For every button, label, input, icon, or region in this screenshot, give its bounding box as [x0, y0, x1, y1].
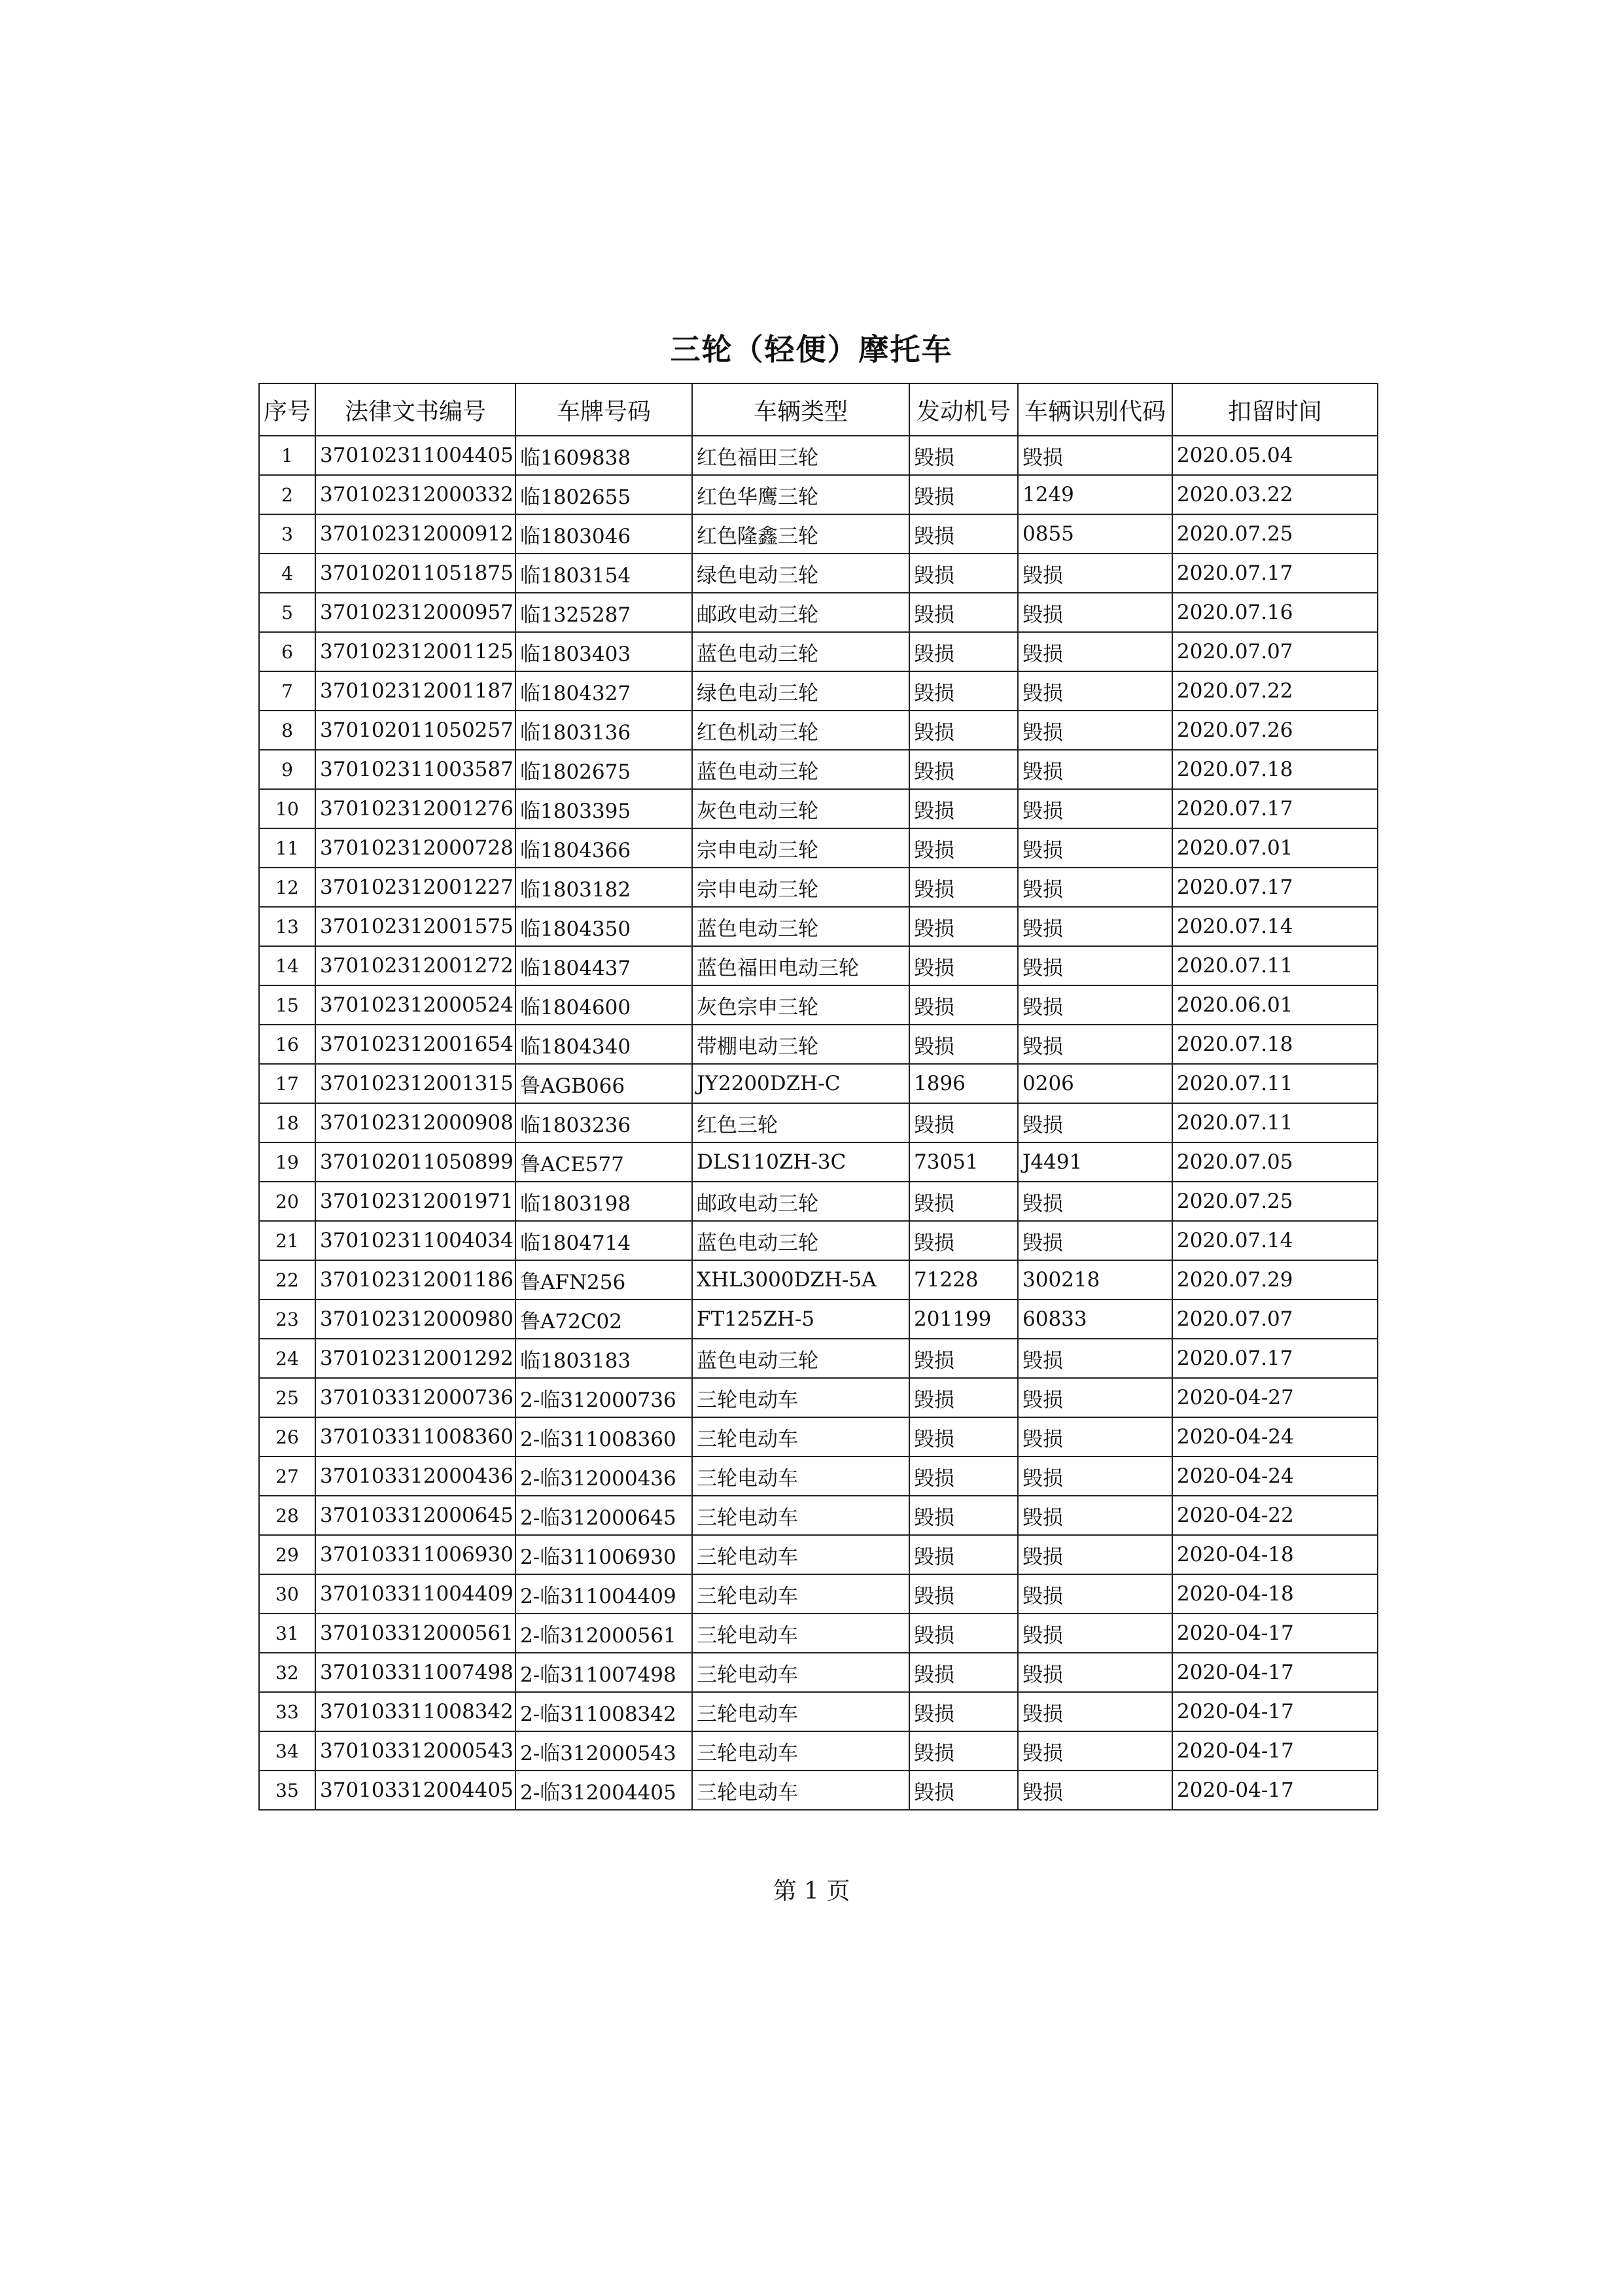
- cell-doc-number: 370102312001187: [315, 671, 515, 711]
- cell-engine-number: 毁损: [909, 593, 1018, 632]
- cell-row-index: 11: [259, 828, 315, 868]
- cell-engine-number: 毁损: [909, 671, 1018, 711]
- cell-detain-date: 2020.07.26: [1172, 711, 1378, 750]
- cell-plate-number: 临1804340: [515, 1025, 692, 1064]
- cell-vin: 毁损: [1018, 1653, 1172, 1692]
- cell-plate-number: 2-临312000645: [515, 1496, 692, 1535]
- cell-row-index: 13: [259, 907, 315, 946]
- cell-doc-number: 370102312000912: [315, 514, 515, 554]
- cell-vehicle-type: 三轮电动车: [692, 1692, 909, 1731]
- cell-engine-number: 毁损: [909, 1339, 1018, 1378]
- header-detain-date: 扣留时间: [1172, 383, 1378, 436]
- cell-detain-date: 2020-04-27: [1172, 1378, 1378, 1417]
- cell-row-index: 14: [259, 946, 315, 985]
- cell-doc-number: 370102312001292: [315, 1339, 515, 1378]
- cell-row-index: 18: [259, 1103, 315, 1142]
- cell-engine-number: 毁损: [909, 1378, 1018, 1417]
- cell-engine-number: 毁损: [909, 750, 1018, 789]
- cell-detain-date: 2020-04-18: [1172, 1574, 1378, 1614]
- cell-detain-date: 2020.07.07: [1172, 1299, 1378, 1339]
- cell-vin: 毁损: [1018, 1771, 1172, 1810]
- cell-vin: 毁损: [1018, 1614, 1172, 1653]
- cell-vin: 毁损: [1018, 828, 1172, 868]
- cell-vin: 毁损: [1018, 1182, 1172, 1221]
- cell-vehicle-type: 灰色宗申三轮: [692, 985, 909, 1025]
- cell-vin: 毁损: [1018, 1535, 1172, 1574]
- cell-row-index: 33: [259, 1692, 315, 1731]
- cell-doc-number: 370102312001276: [315, 789, 515, 828]
- cell-doc-number: 370102312000980: [315, 1299, 515, 1339]
- vehicle-table: [258, 383, 1378, 1810]
- table-row: [259, 1378, 1378, 1417]
- cell-vehicle-type: XHL3000DZH-5A: [692, 1260, 909, 1299]
- cell-doc-number: 370102312000957: [315, 593, 515, 632]
- cell-vehicle-type: 蓝色福田电动三轮: [692, 946, 909, 985]
- table-row: [259, 632, 1378, 671]
- cell-plate-number: 2-临312004405: [515, 1771, 692, 1810]
- table-row: [259, 1614, 1378, 1653]
- cell-row-index: 30: [259, 1574, 315, 1614]
- table-header-row: [259, 383, 1378, 436]
- cell-row-index: 27: [259, 1457, 315, 1496]
- cell-engine-number: 毁损: [909, 1535, 1018, 1574]
- cell-vehicle-type: 邮政电动三轮: [692, 1182, 909, 1221]
- cell-vin: 300218: [1018, 1260, 1172, 1299]
- cell-doc-number: 370102312001272: [315, 946, 515, 985]
- cell-vin: 1249: [1018, 475, 1172, 514]
- cell-vehicle-type: 蓝色电动三轮: [692, 632, 909, 671]
- cell-row-index: 28: [259, 1496, 315, 1535]
- cell-vehicle-type: 三轮电动车: [692, 1457, 909, 1496]
- cell-vin: 60833: [1018, 1299, 1172, 1339]
- cell-engine-number: 毁损: [909, 1653, 1018, 1692]
- cell-vehicle-type: 三轮电动车: [692, 1535, 909, 1574]
- cell-vehicle-type: FT125ZH-5: [692, 1299, 909, 1339]
- cell-engine-number: 毁损: [909, 789, 1018, 828]
- cell-row-index: 5: [259, 593, 315, 632]
- cell-doc-number: 370102312001971: [315, 1182, 515, 1221]
- cell-detain-date: 2020.07.11: [1172, 1064, 1378, 1103]
- cell-plate-number: 2-临311006930: [515, 1535, 692, 1574]
- cell-row-index: 26: [259, 1417, 315, 1457]
- table-row: [259, 946, 1378, 985]
- cell-vehicle-type: 三轮电动车: [692, 1731, 909, 1771]
- table-row: [259, 554, 1378, 593]
- cell-doc-number: 370103312000561: [315, 1614, 515, 1653]
- cell-vin: 毁损: [1018, 1692, 1172, 1731]
- cell-vin: 毁损: [1018, 436, 1172, 475]
- cell-doc-number: 370102311004405: [315, 436, 515, 475]
- cell-plate-number: 临1804600: [515, 985, 692, 1025]
- cell-vehicle-type: 红色福田三轮: [692, 436, 909, 475]
- cell-vin: 毁损: [1018, 1457, 1172, 1496]
- cell-vin: 毁损: [1018, 1103, 1172, 1142]
- cell-doc-number: 370102312001575: [315, 907, 515, 946]
- header-index: 序号: [259, 383, 315, 436]
- cell-row-index: 7: [259, 671, 315, 711]
- table-row: [259, 1457, 1378, 1496]
- cell-engine-number: 毁损: [909, 632, 1018, 671]
- cell-vin: 毁损: [1018, 1025, 1172, 1064]
- cell-engine-number: 毁损: [909, 711, 1018, 750]
- cell-plate-number: 临1803046: [515, 514, 692, 554]
- cell-detain-date: 2020-04-24: [1172, 1457, 1378, 1496]
- table-row: [259, 985, 1378, 1025]
- cell-vin: 毁损: [1018, 632, 1172, 671]
- cell-vehicle-type: 邮政电动三轮: [692, 593, 909, 632]
- cell-engine-number: 毁损: [909, 1496, 1018, 1535]
- cell-engine-number: 毁损: [909, 828, 1018, 868]
- table-row: [259, 1142, 1378, 1182]
- cell-row-index: 2: [259, 475, 315, 514]
- cell-plate-number: 2-临312000561: [515, 1614, 692, 1653]
- cell-vehicle-type: 三轮电动车: [692, 1417, 909, 1457]
- cell-vehicle-type: 红色华鹰三轮: [692, 475, 909, 514]
- header-plate-number: 车牌号码: [515, 383, 692, 436]
- cell-engine-number: 毁损: [909, 475, 1018, 514]
- cell-doc-number: 370102011050899: [315, 1142, 515, 1182]
- cell-detain-date: 2020.03.22: [1172, 475, 1378, 514]
- cell-row-index: 23: [259, 1299, 315, 1339]
- cell-plate-number: 鲁ACE577: [515, 1142, 692, 1182]
- table-row: [259, 750, 1378, 789]
- cell-row-index: 8: [259, 711, 315, 750]
- cell-engine-number: 毁损: [909, 1417, 1018, 1457]
- cell-vin: 毁损: [1018, 946, 1172, 985]
- cell-plate-number: 2-临311008342: [515, 1692, 692, 1731]
- cell-plate-number: 临1803154: [515, 554, 692, 593]
- cell-vehicle-type: 三轮电动车: [692, 1614, 909, 1653]
- table-row: [259, 1299, 1378, 1339]
- cell-vehicle-type: 红色隆鑫三轮: [692, 514, 909, 554]
- cell-detain-date: 2020.07.25: [1172, 1182, 1378, 1221]
- cell-row-index: 29: [259, 1535, 315, 1574]
- cell-doc-number: 370103311007498: [315, 1653, 515, 1692]
- header-vehicle-type: 车辆类型: [692, 383, 909, 436]
- table-row: [259, 1260, 1378, 1299]
- cell-vehicle-type: 红色机动三轮: [692, 711, 909, 750]
- cell-vehicle-type: 三轮电动车: [692, 1653, 909, 1692]
- cell-vin: 毁损: [1018, 907, 1172, 946]
- cell-plate-number: 2-临311007498: [515, 1653, 692, 1692]
- cell-plate-number: 临1803182: [515, 868, 692, 907]
- table-row: [259, 1692, 1378, 1731]
- cell-vin: 毁损: [1018, 1574, 1172, 1614]
- cell-plate-number: 临1803136: [515, 711, 692, 750]
- cell-vehicle-type: 蓝色电动三轮: [692, 907, 909, 946]
- cell-plate-number: 临1803403: [515, 632, 692, 671]
- cell-row-index: 10: [259, 789, 315, 828]
- cell-vehicle-type: 宗申电动三轮: [692, 828, 909, 868]
- cell-engine-number: 毁损: [909, 514, 1018, 554]
- cell-vehicle-type: 三轮电动车: [692, 1378, 909, 1417]
- cell-doc-number: 370103312004405: [315, 1771, 515, 1810]
- cell-detain-date: 2020-04-24: [1172, 1417, 1378, 1457]
- cell-row-index: 9: [259, 750, 315, 789]
- cell-vehicle-type: JY2200DZH-C: [692, 1064, 909, 1103]
- cell-row-index: 25: [259, 1378, 315, 1417]
- cell-row-index: 34: [259, 1731, 315, 1771]
- cell-doc-number: 370102312000524: [315, 985, 515, 1025]
- cell-vehicle-type: 带棚电动三轮: [692, 1025, 909, 1064]
- cell-engine-number: 毁损: [909, 1614, 1018, 1653]
- cell-vehicle-type: 蓝色电动三轮: [692, 1339, 909, 1378]
- cell-plate-number: 临1803236: [515, 1103, 692, 1142]
- cell-vehicle-type: 红色三轮: [692, 1103, 909, 1142]
- cell-engine-number: 毁损: [909, 1221, 1018, 1260]
- cell-doc-number: 370102312000332: [315, 475, 515, 514]
- cell-plate-number: 2-临311004409: [515, 1574, 692, 1614]
- table-row: [259, 828, 1378, 868]
- cell-detain-date: 2020.06.01: [1172, 985, 1378, 1025]
- cell-doc-number: 370102011051875: [315, 554, 515, 593]
- cell-plate-number: 临1802655: [515, 475, 692, 514]
- cell-detain-date: 2020-04-17: [1172, 1731, 1378, 1771]
- cell-engine-number: 71228: [909, 1260, 1018, 1299]
- cell-row-index: 32: [259, 1653, 315, 1692]
- table-row: [259, 1771, 1378, 1810]
- cell-vin: 毁损: [1018, 671, 1172, 711]
- cell-engine-number: 毁损: [909, 1574, 1018, 1614]
- cell-detain-date: 2020.07.17: [1172, 868, 1378, 907]
- cell-vin: 毁损: [1018, 1417, 1172, 1457]
- cell-engine-number: 1896: [909, 1064, 1018, 1103]
- cell-plate-number: 2-临312000736: [515, 1378, 692, 1417]
- cell-row-index: 22: [259, 1260, 315, 1299]
- cell-detain-date: 2020-04-22: [1172, 1496, 1378, 1535]
- cell-engine-number: 毁损: [909, 907, 1018, 946]
- cell-row-index: 15: [259, 985, 315, 1025]
- cell-vin: 毁损: [1018, 593, 1172, 632]
- cell-vin: 毁损: [1018, 750, 1172, 789]
- table-row: [259, 789, 1378, 828]
- table-row: [259, 1182, 1378, 1221]
- table-row: [259, 1025, 1378, 1064]
- cell-engine-number: 毁损: [909, 1457, 1018, 1496]
- cell-engine-number: 毁损: [909, 1182, 1018, 1221]
- cell-vin: 毁损: [1018, 1221, 1172, 1260]
- cell-engine-number: 毁损: [909, 1025, 1018, 1064]
- cell-vehicle-type: 蓝色电动三轮: [692, 750, 909, 789]
- cell-vehicle-type: 绿色电动三轮: [692, 671, 909, 711]
- cell-vehicle-type: DLS110ZH-3C: [692, 1142, 909, 1182]
- cell-row-index: 17: [259, 1064, 315, 1103]
- cell-doc-number: 370103311006930: [315, 1535, 515, 1574]
- cell-engine-number: 毁损: [909, 1771, 1018, 1810]
- cell-plate-number: 临1804366: [515, 828, 692, 868]
- table-row: [259, 1339, 1378, 1378]
- cell-vehicle-type: 三轮电动车: [692, 1771, 909, 1810]
- cell-plate-number: 临1803198: [515, 1182, 692, 1221]
- cell-detain-date: 2020-04-18: [1172, 1535, 1378, 1574]
- cell-detain-date: 2020.07.17: [1172, 789, 1378, 828]
- cell-doc-number: 370102312001654: [315, 1025, 515, 1064]
- cell-detain-date: 2020.07.11: [1172, 946, 1378, 985]
- cell-engine-number: 毁损: [909, 868, 1018, 907]
- header-doc-number: 法律文书编号: [315, 383, 515, 436]
- cell-row-index: 1: [259, 436, 315, 475]
- header-engine-number: 发动机号: [909, 383, 1018, 436]
- cell-doc-number: 370102312001186: [315, 1260, 515, 1299]
- page-title: 三轮（轻便）摩托车: [670, 332, 953, 367]
- cell-row-index: 31: [259, 1614, 315, 1653]
- cell-detain-date: 2020.07.17: [1172, 1339, 1378, 1378]
- cell-vin: 毁损: [1018, 1496, 1172, 1535]
- cell-detain-date: 2020.07.14: [1172, 907, 1378, 946]
- cell-doc-number: 370102311003587: [315, 750, 515, 789]
- cell-plate-number: 鲁AFN256: [515, 1260, 692, 1299]
- cell-row-index: 4: [259, 554, 315, 593]
- cell-plate-number: 鲁AGB066: [515, 1064, 692, 1103]
- vehicle-table-container: [258, 383, 1378, 1810]
- cell-row-index: 19: [259, 1142, 315, 1182]
- cell-detain-date: 2020.07.07: [1172, 632, 1378, 671]
- cell-detain-date: 2020-04-17: [1172, 1771, 1378, 1810]
- cell-plate-number: 2-临311008360: [515, 1417, 692, 1457]
- cell-doc-number: 370103312000645: [315, 1496, 515, 1535]
- table-row: [259, 868, 1378, 907]
- cell-row-index: 24: [259, 1339, 315, 1378]
- cell-plate-number: 临1803395: [515, 789, 692, 828]
- cell-doc-number: 370103312000436: [315, 1457, 515, 1496]
- cell-vehicle-type: 三轮电动车: [692, 1496, 909, 1535]
- cell-plate-number: 2-临312000543: [515, 1731, 692, 1771]
- cell-plate-number: 临1804714: [515, 1221, 692, 1260]
- cell-plate-number: 2-临312000436: [515, 1457, 692, 1496]
- cell-doc-number: 370102312001315: [315, 1064, 515, 1103]
- cell-row-index: 35: [259, 1771, 315, 1810]
- cell-engine-number: 毁损: [909, 1692, 1018, 1731]
- cell-doc-number: 370102312000728: [315, 828, 515, 868]
- cell-engine-number: 毁损: [909, 946, 1018, 985]
- cell-detain-date: 2020.07.11: [1172, 1103, 1378, 1142]
- table-row: [259, 1064, 1378, 1103]
- cell-row-index: 21: [259, 1221, 315, 1260]
- table-row: [259, 1535, 1378, 1574]
- cell-engine-number: 73051: [909, 1142, 1018, 1182]
- table-row: [259, 907, 1378, 946]
- table-body: [259, 436, 1378, 1810]
- cell-row-index: 16: [259, 1025, 315, 1064]
- cell-detain-date: 2020.07.01: [1172, 828, 1378, 868]
- cell-plate-number: 鲁A72C02: [515, 1299, 692, 1339]
- cell-vin: 毁损: [1018, 789, 1172, 828]
- cell-doc-number: 370103311004409: [315, 1574, 515, 1614]
- cell-plate-number: 临1804350: [515, 907, 692, 946]
- cell-vin: 毁损: [1018, 1378, 1172, 1417]
- cell-doc-number: 370103312000543: [315, 1731, 515, 1771]
- cell-plate-number: 临1802675: [515, 750, 692, 789]
- cell-detain-date: 2020.07.25: [1172, 514, 1378, 554]
- table-row: [259, 593, 1378, 632]
- cell-vehicle-type: 绿色电动三轮: [692, 554, 909, 593]
- table-row: [259, 711, 1378, 750]
- table-row: [259, 1221, 1378, 1260]
- table-row: [259, 1574, 1378, 1614]
- cell-row-index: 3: [259, 514, 315, 554]
- cell-vehicle-type: 蓝色电动三轮: [692, 1221, 909, 1260]
- cell-plate-number: 临1804437: [515, 946, 692, 985]
- cell-detain-date: 2020.07.18: [1172, 1025, 1378, 1064]
- cell-row-index: 6: [259, 632, 315, 671]
- cell-detain-date: 2020.07.17: [1172, 554, 1378, 593]
- cell-vehicle-type: 灰色电动三轮: [692, 789, 909, 828]
- cell-vehicle-type: 宗申电动三轮: [692, 868, 909, 907]
- cell-detain-date: 2020-04-17: [1172, 1614, 1378, 1653]
- cell-engine-number: 毁损: [909, 436, 1018, 475]
- table-row: [259, 671, 1378, 711]
- cell-doc-number: 370102312001125: [315, 632, 515, 671]
- cell-engine-number: 毁损: [909, 985, 1018, 1025]
- page-number: 第 1 页: [773, 1878, 850, 1905]
- cell-engine-number: 毁损: [909, 1731, 1018, 1771]
- cell-row-index: 20: [259, 1182, 315, 1221]
- table-row: [259, 1653, 1378, 1692]
- cell-doc-number: 370102312000908: [315, 1103, 515, 1142]
- cell-vehicle-type: 三轮电动车: [692, 1574, 909, 1614]
- cell-vin: 毁损: [1018, 711, 1172, 750]
- cell-vin: 毁损: [1018, 1339, 1172, 1378]
- cell-engine-number: 201199: [909, 1299, 1018, 1339]
- cell-engine-number: 毁损: [909, 1103, 1018, 1142]
- cell-row-index: 12: [259, 868, 315, 907]
- cell-vin: 0855: [1018, 514, 1172, 554]
- cell-plate-number: 临1609838: [515, 436, 692, 475]
- header-vin: 车辆识别代码: [1018, 383, 1172, 436]
- cell-vin: 毁损: [1018, 1731, 1172, 1771]
- cell-detain-date: 2020.07.14: [1172, 1221, 1378, 1260]
- table-row: [259, 514, 1378, 554]
- cell-doc-number: 370103311008360: [315, 1417, 515, 1457]
- cell-vin: 0206: [1018, 1064, 1172, 1103]
- cell-detain-date: 2020.07.18: [1172, 750, 1378, 789]
- table-row: [259, 475, 1378, 514]
- cell-doc-number: 370103312000736: [315, 1378, 515, 1417]
- cell-doc-number: 370102312001227: [315, 868, 515, 907]
- cell-plate-number: 临1325287: [515, 593, 692, 632]
- cell-plate-number: 临1803183: [515, 1339, 692, 1378]
- cell-doc-number: 370102311004034: [315, 1221, 515, 1260]
- cell-vin: J4491: [1018, 1142, 1172, 1182]
- cell-doc-number: 370103311008342: [315, 1692, 515, 1731]
- table-row: [259, 1417, 1378, 1457]
- cell-vin: 毁损: [1018, 868, 1172, 907]
- table-row: [259, 1103, 1378, 1142]
- table-row: [259, 1496, 1378, 1535]
- cell-detain-date: 2020-04-17: [1172, 1692, 1378, 1731]
- cell-vin: 毁损: [1018, 985, 1172, 1025]
- cell-vin: 毁损: [1018, 554, 1172, 593]
- cell-doc-number: 370102011050257: [315, 711, 515, 750]
- cell-plate-number: 临1804327: [515, 671, 692, 711]
- table-row: [259, 1731, 1378, 1771]
- cell-detain-date: 2020.07.16: [1172, 593, 1378, 632]
- cell-detain-date: 2020.05.04: [1172, 436, 1378, 475]
- cell-detain-date: 2020.07.29: [1172, 1260, 1378, 1299]
- table-row: [259, 436, 1378, 475]
- cell-detain-date: 2020-04-17: [1172, 1653, 1378, 1692]
- cell-engine-number: 毁损: [909, 554, 1018, 593]
- cell-detain-date: 2020.07.05: [1172, 1142, 1378, 1182]
- cell-detain-date: 2020.07.22: [1172, 671, 1378, 711]
